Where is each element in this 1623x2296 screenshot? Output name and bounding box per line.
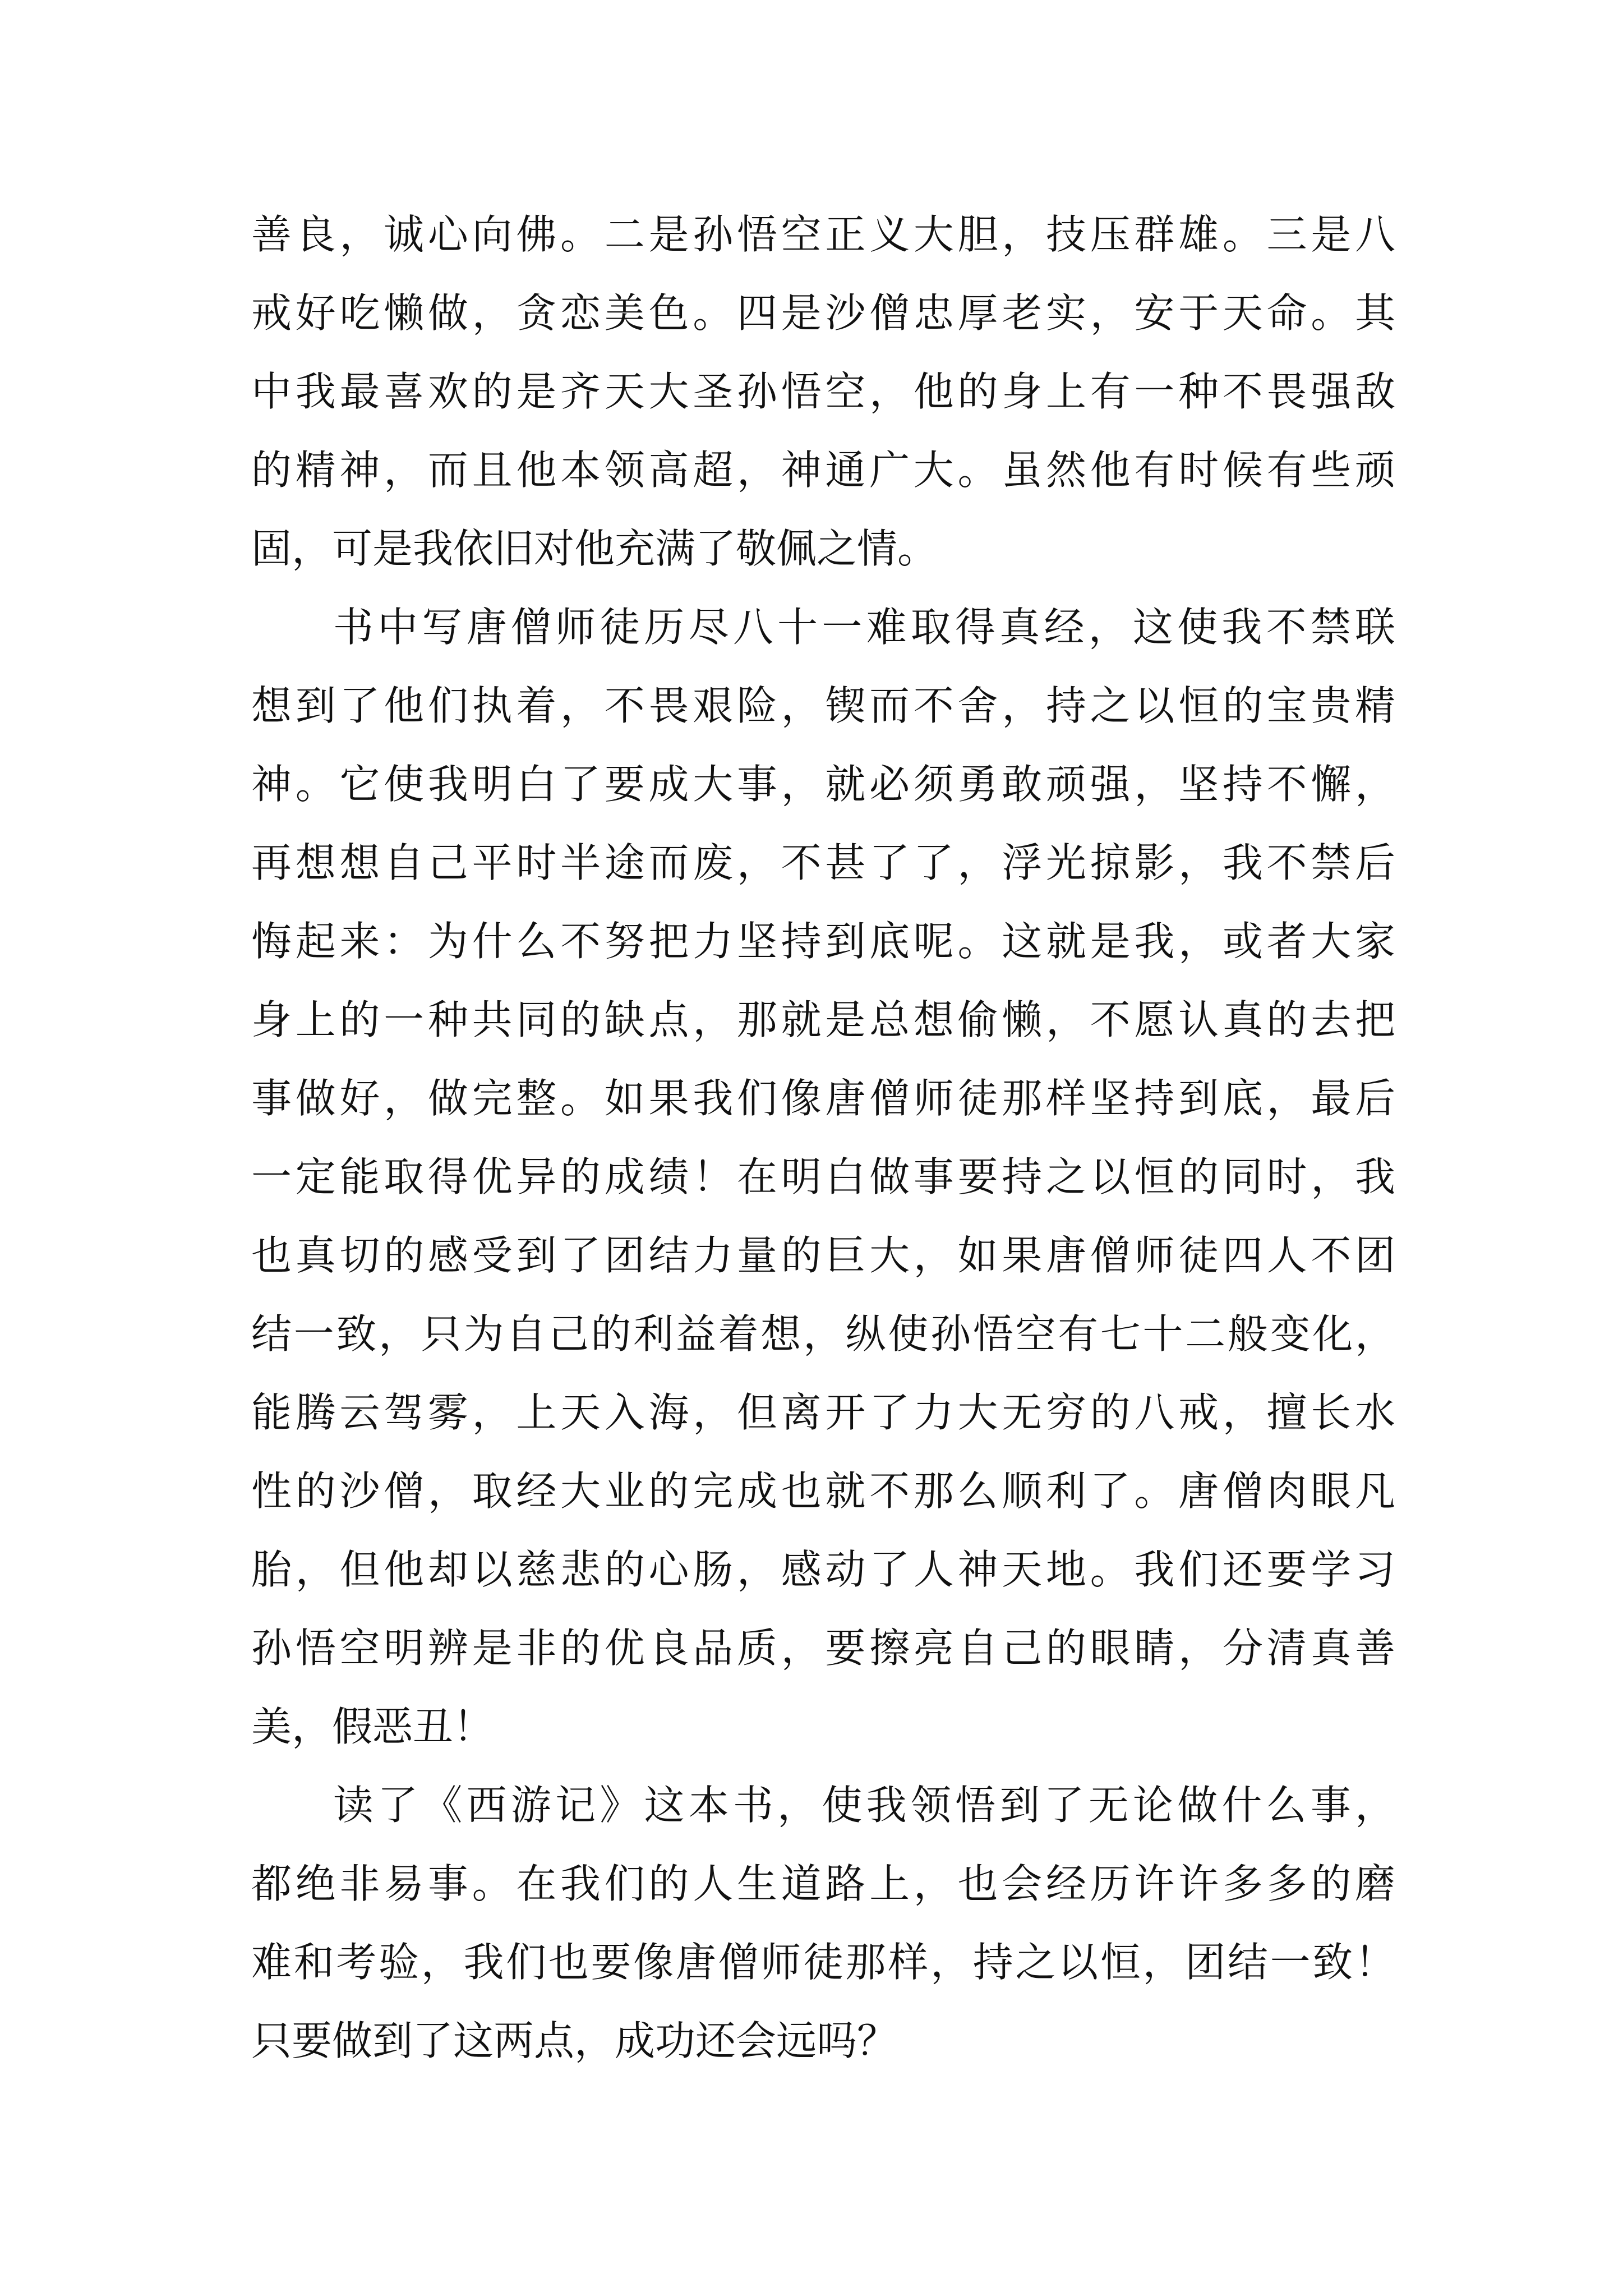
text-line: 悔起来：为什么不努把力坚持到底呢。这就是我，或者大家 (251, 918, 1395, 965)
text-line: 事做好，做完整。如果我们像唐僧师徒那样坚持到底，最后 (251, 1075, 1395, 1122)
text-line: 只要做到了这两点，成功还会远吗？ (251, 2017, 898, 2064)
text-line: 能腾云驾雾，上天入海，但离开了力大无穷的八戒，擅长水 (251, 1389, 1395, 1436)
text-line: 一定能取得优异的成绩！在明白做事要持之以恒的同时，我 (251, 1153, 1395, 1200)
paragraph-2 (251, 588, 1395, 1766)
essay-body (251, 195, 1395, 2080)
paragraph-1 (251, 195, 1395, 588)
text-line: 难和考验，我们也要像唐僧师徒那样，持之以恒，团结一致！ (251, 1939, 1395, 1986)
text-line: 孙悟空明辨是非的优良品质，要擦亮自己的眼睛，分清真善 (251, 1625, 1395, 1672)
text-line: 戒好吃懒做，贪恋美色。四是沙僧忠厚老实，安于天命。其 (251, 289, 1395, 337)
text-line: 神。它使我明白了要成大事，就必须勇敢顽强，坚持不懈， (251, 761, 1395, 808)
paragraph-3 (251, 1766, 1395, 2080)
text-line: 中我最喜欢的是齐天大圣孙悟空，他的身上有一种不畏强敌 (251, 368, 1395, 415)
text-line: 读了《西游记》这本书，使我领悟到了无论做什么事， (333, 1782, 1395, 1829)
text-line: 美，假恶丑！ (251, 1703, 494, 1750)
text-line: 胎，但他却以慈悲的心肠，感动了人神天地。我们还要学习 (251, 1546, 1395, 1593)
text-line: 性的沙僧，取经大业的完成也就不那么顺利了。唐僧肉眼凡 (251, 1467, 1395, 1515)
text-line: 再想想自己平时半途而废，不甚了了，浮光掠影，我不禁后 (251, 839, 1395, 886)
text-line: 固，可是我依旧对他充满了敬佩之情。 (251, 525, 938, 572)
text-line: 书中写唐僧师徒历尽八十一难取得真经，这使我不禁联 (333, 604, 1395, 651)
text-line: 都绝非易事。在我们的人生道路上，也会经历许许多多的磨 (251, 1860, 1395, 1907)
text-line: 的精神，而且他本领高超，神通广大。虽然他有时候有些顽 (251, 447, 1395, 494)
text-line: 想到了他们执着，不畏艰险，锲而不舍，持之以恒的宝贵精 (251, 682, 1395, 729)
text-line: 结一致，只为自己的利益着想，纵使孙悟空有七十二般变化， (251, 1310, 1395, 1358)
text-line: 身上的一种共同的缺点，那就是总想偷懒，不愿认真的去把 (251, 996, 1395, 1043)
text-line: 善良，诚心向佛。二是孙悟空正义大胆，技压群雄。三是八 (251, 211, 1395, 258)
text-line: 也真切的感受到了团结力量的巨大，如果唐僧师徒四人不团 (251, 1232, 1395, 1279)
